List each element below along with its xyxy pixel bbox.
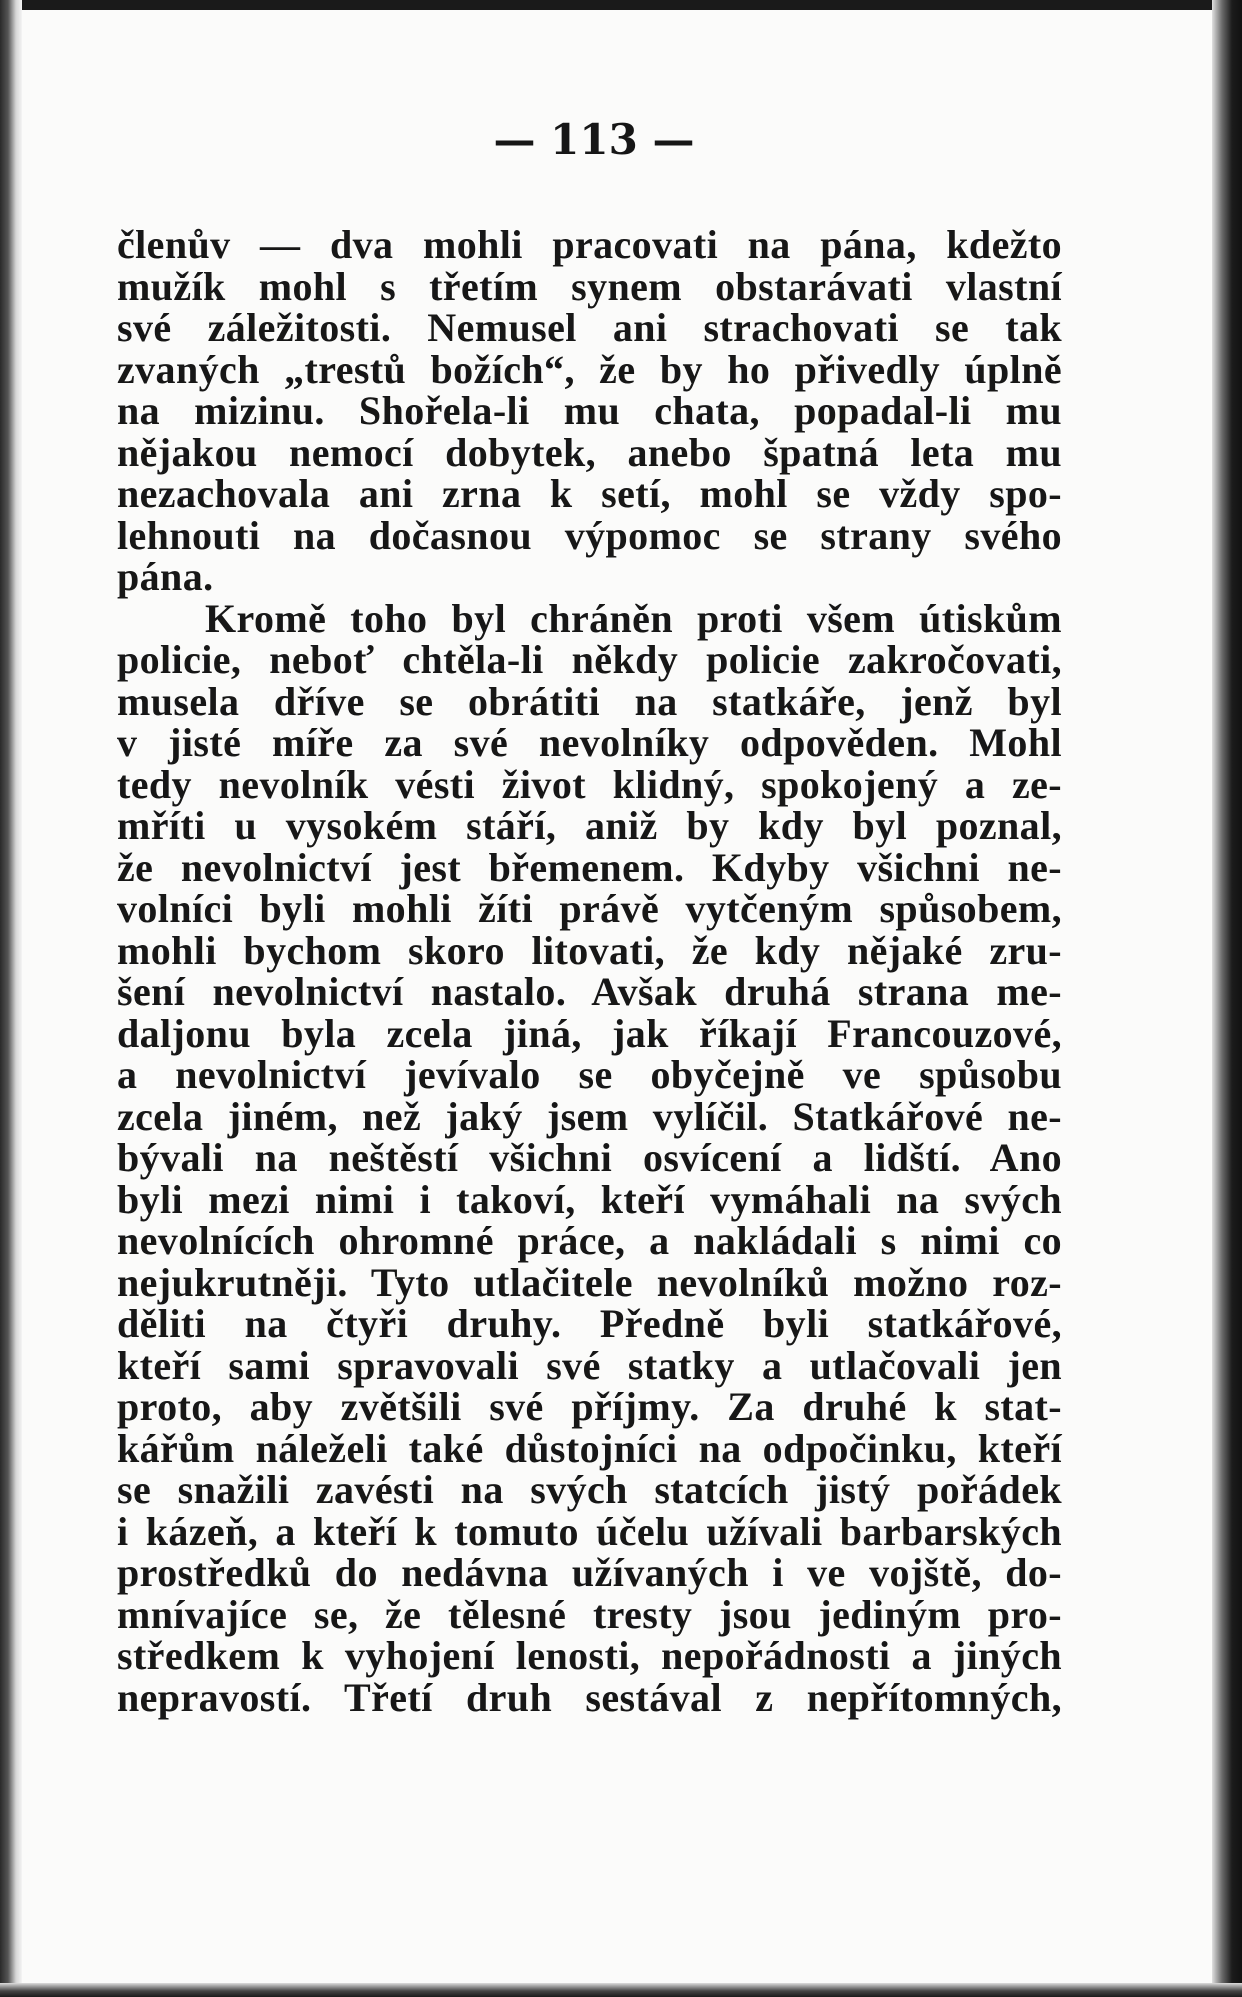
text-line-25: nevolnících ohromné práce, a nakládali s nimi co [117,1218,1062,1263]
text-line-18: mohli bychom skoro litovati, že kdy nějaké zru- [117,927,1062,973]
text-line-27: děliti na čtyři druhy. Předně byli statkářové, [117,1301,1062,1346]
scan-edge-top [0,0,1242,10]
text-line-32: i kázeň, a kteří k tomuto účelu užívali barbarských [117,1508,1062,1554]
text-line-31: se snažili zavésti na svých statcích jistý pořádek [117,1467,1062,1512]
text-line-36: nepravostí. Třetí druh sestával z nepřítomných, [117,1674,1062,1720]
text-line-6: nějakou nemocí dobytek, anebo špatná leta mu [117,429,1062,475]
text-line-21: a nevolnictví jevívalo se obyčejně ve spůsobu [117,1052,1062,1097]
text-line-9: pána. [117,554,214,599]
text-line-17: volníci byli mohli žíti právě vytčeným spůsobem, [117,886,1062,931]
text-line-8: lehnouti na dočasnou výpomoc se strany svého [117,512,1062,558]
text-line-23: bývali na neštěstí všichni osvícení a lidští. Ano [117,1135,1062,1180]
text-line-13: v jisté míře za své nevolníky odpověden. Mohl [117,720,1062,765]
text-line-4: zvaných „trestů božích“, že by ho přivedly úplně [117,346,1062,392]
scan-edge-right [1212,0,1242,1997]
text-line-1: členův — dva mohli pracovati na pána, kdežto [117,222,1062,267]
body-text [117,224,1062,1718]
text-line-11: policie, neboť chtěla-li někdy policie zakročovati, [117,637,1062,682]
text-line-14: tedy nevolník vésti život klidný, spokojený a ze- [117,761,1062,807]
page-number: — 113 — [493,115,695,164]
text-line-5: na mizinu. Shořela-li mu chata, popadal-li mu [117,388,1062,433]
text-line-30: kářům náleželi také důstojníci na odpočinku, kteří [117,1425,1062,1471]
text-line-28: kteří sami spravovali své statky a utlačovali jen [117,1342,1062,1388]
text-line-20: daljonu byla zcela jiná, jak říkají Francouzové, [117,1010,1062,1056]
text-line-3: své záležitosti. Nemusel ani strachovati se tak [117,305,1062,350]
text-line-34: mnívajíce se, že tělesné tresty jsou jediným pro- [117,1591,1062,1637]
text-line-22: zcela jiném, než jaký jsem vylíčil. Statkářové ne- [117,1093,1062,1139]
text-line-29: proto, aby zvětšili své příjmy. Za druhé k stat- [117,1384,1062,1429]
text-line-12: musela dříve se obrátiti na statkáře, jenž byl [117,678,1062,724]
scan-edge-left [0,0,22,1997]
text-line-24: byli mezi nimi i takoví, kteří vymáhali na svých [117,1176,1062,1222]
text-line-2: mužík mohl s třetím synem obstarávati vlastní [117,263,1062,309]
text-line-16: že nevolnictví jest břemenem. Kdyby všichni ne- [117,844,1062,890]
text-line-19: šení nevolnictví nastalo. Avšak druhá strana me- [117,969,1062,1014]
text-line-15: mříti u vysokém stáří, aniž by kdy byl poznal, [117,803,1062,848]
text-line-26: nejukrutněji. Tyto utlačitele nevolníků možno roz- [117,1259,1062,1305]
text-line-7: nezachovala ani zrna k setí, mohl se vždy spo- [117,471,1062,516]
text-line-10: Kromě toho byl chráněn proti všem útiskům [205,595,1062,641]
scan-edge-bottom [0,1983,1242,1997]
text-line-33: prostředků do nedávna užívaných i ve vojště, do- [117,1550,1062,1595]
text-line-35: středkem k vyhojení lenosti, nepořádnosti a jiných [117,1633,1062,1678]
